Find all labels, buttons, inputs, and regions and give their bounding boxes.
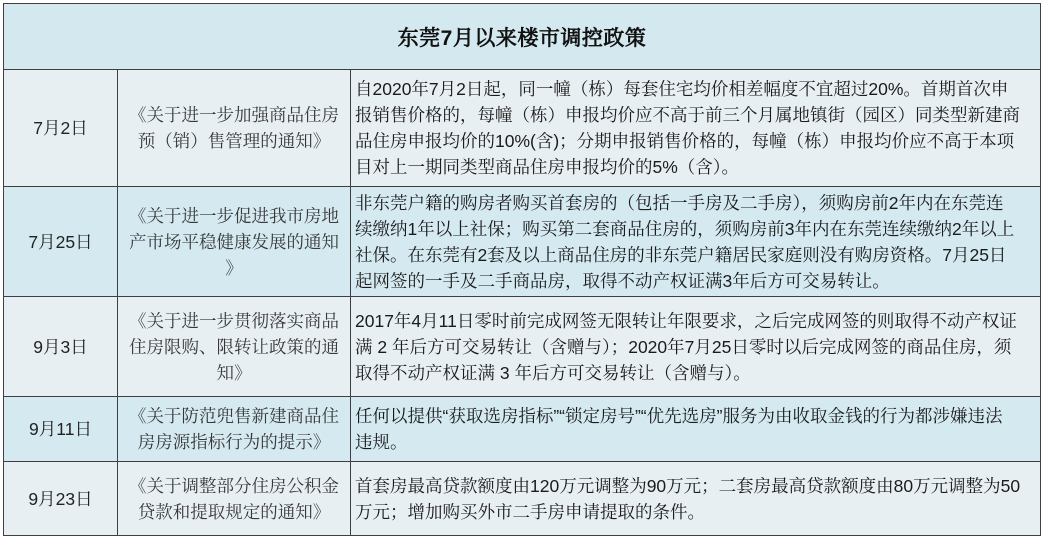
date-cell (4, 397, 118, 462)
policy-content-line: 社保。在东莞有2套及以上商品住房的非东莞户籍居民家庭则没有购房资格。7月25日 (355, 244, 1007, 265)
policy-name-cell (118, 462, 351, 536)
policy-content-cell (351, 297, 1041, 397)
policy-name-line: 《关于调整部分住房公积金 (129, 475, 339, 496)
policy-content-line: 万元；增加购买外市二手房申请提取的条件。 (355, 501, 705, 522)
policy-name-line: 《关于进一步贯彻落实商品 (129, 310, 339, 331)
date-label: 9月3日 (33, 336, 88, 357)
policy-name-cell (118, 70, 351, 187)
policy-content-line: 满 2 年后方可交易转让（含赠与）；2020年7月25日零时以后完成网签的商品住房，须 (355, 336, 1012, 357)
date-label: 9月11日 (29, 419, 92, 439)
policy-content-line: 2017年4月11日零时前完成网签无限转让年限要求，之后完成网签的则取得不动产权证 (355, 310, 1017, 331)
policy-name-line: 产市场平稳健康发展的通知 (129, 231, 339, 252)
policy-content-cell (351, 462, 1041, 536)
policy-content-line: 自2020年7月2日起，同一幢（栋）每套住宅均价相差幅度不宜超过20%。首期首次申 (355, 79, 1009, 99)
policy-content-line: 品住房申报均价的10%(含)；分期申报销售价格的，每幢（栋）申报均价应不高于本项 (355, 131, 1015, 151)
policy-content-cell (351, 397, 1041, 462)
policy-content-line: 起网签的一手及二手商品房，取得不动产权证满3年后方可交易转让。 (355, 270, 890, 291)
policy-content-line: 续缴纳1年以上社保；购买第二套商品住房的，须购房前3年内在东莞连续缴纳2年以上 (355, 218, 1015, 239)
policy-name-cell (118, 187, 351, 297)
policy-name-line: 房房源指标行为的提示》 (137, 432, 331, 452)
policy-name-line: 预（销）售管理的通知》 (137, 131, 331, 151)
policy-name-line: 知》 (216, 362, 252, 383)
policy-content-line: 违规。 (355, 432, 408, 452)
table-title-cell (4, 4, 1041, 70)
policy-table (3, 3, 1041, 536)
policy-content-line: 非东莞户籍的购房者购买首套房的（包括一手房及二手房），须购房前2年内在东莞连 (355, 192, 1004, 213)
policy-name-line: 《关于防范兜售新建商品住 (129, 406, 339, 426)
policy-content-cell (351, 70, 1041, 187)
policy-name-line: 贷款和提取规定的通知》 (137, 501, 331, 522)
policy-name-cell (118, 397, 351, 462)
date-label: 7月25日 (28, 231, 93, 252)
date-label: 7月2日 (33, 118, 88, 138)
policy-name-line: 《关于进一步促进我市房地 (129, 205, 339, 226)
table-title: 东莞7月以来楼市调控政策 (397, 26, 647, 50)
policy-name-line: 住房限购、限转让政策的通 (129, 336, 339, 357)
date-cell (4, 297, 118, 397)
date-cell (4, 187, 118, 297)
policy-content-line: 首套房最高贷款额度由120万元调整为90万元；二套房最高贷款额度由80万元调整为50 (355, 475, 1021, 496)
policy-name-line: 》 (225, 257, 243, 278)
policy-content-line: 任何以提供“获取选房指标”“锁定房号”“优先选房”服务为由收取金钱的行为都涉嫌违法 (355, 406, 1003, 426)
policy-name-line: 《关于进一步加强商品住房 (129, 105, 339, 125)
policy-content-line: 报销售价格的，每幢（栋）申报均价应不高于前三个月属地镇街（园区）同类型新建商 (355, 105, 1020, 125)
policy-name-cell (118, 297, 351, 397)
policy-content-cell (351, 187, 1041, 297)
policy-content-line: 取得不动产权证满 3 年后方可交易转让（含赠与）。 (355, 362, 751, 383)
date-cell (4, 462, 118, 536)
date-cell (4, 70, 118, 187)
policy-content-line: 目对上一期同类型商品住房申报均价的5%（含）。 (355, 157, 740, 177)
date-label: 9月23日 (28, 488, 93, 509)
